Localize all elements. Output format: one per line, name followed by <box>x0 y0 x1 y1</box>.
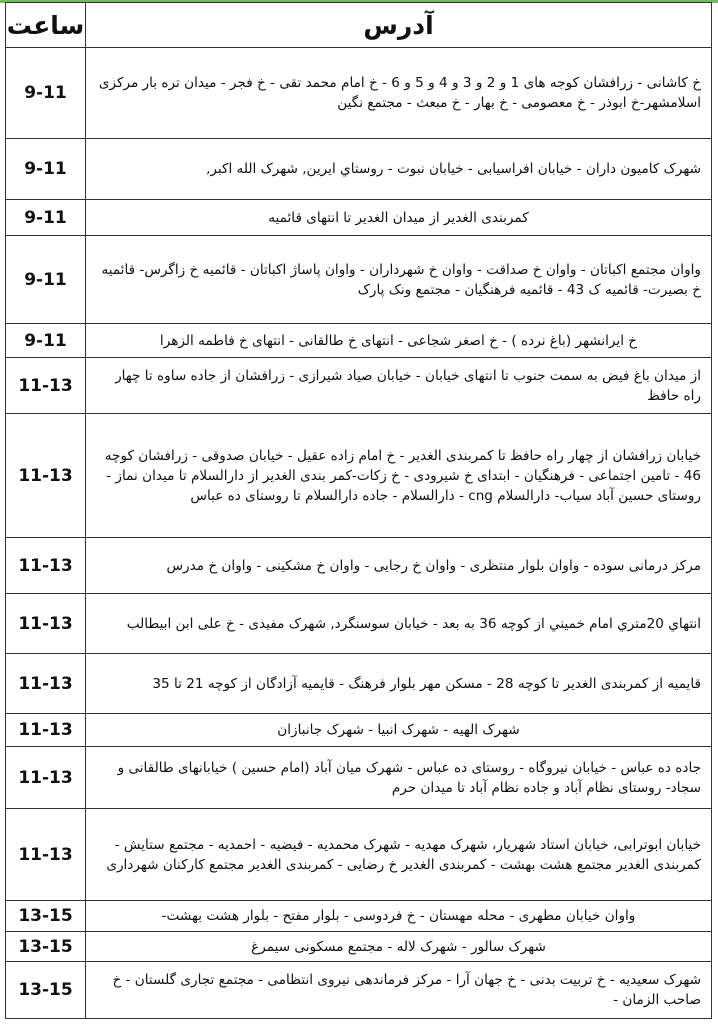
time-cell: 11-13 <box>6 358 86 414</box>
table-row <box>6 809 712 901</box>
address-cell: کمربندی الغدیر از میدان الغدیر تا انتهای قائمیه <box>86 200 712 236</box>
table-row <box>6 962 712 1019</box>
table-row <box>6 654 712 714</box>
address-cell: واوان خیابان مطهری - محله مهستان - خ فردوسی - بلوار مفتح - بلوار هشت بهشت- <box>86 901 712 932</box>
address-cell: خیابان زرافشان از چهار راه حافظ تا کمربندی الغدیر - خ امام زاده عقیل - خیابان صدوقی - زرافشان کوچه 46 - تامین اجتماعی - فرهنگیان - ابتدای خ شیرودی - خ زکات-کمر بندی الغدیر از دارالسلام تا میدان نماز - روستای حسین آباد سیاب- دارالسلام cng - دارالسلام - جاده دارالسلام تا روستای ده عباس <box>86 414 712 538</box>
address-cell: از میدان باغ فیض به سمت جنوب تا انتهای خیابان - خیابان صیاد شیرازی - زرافشان از جاده ساوه تا چهار راه حافظ <box>86 358 712 414</box>
time-cell: 11-13 <box>6 414 86 538</box>
table-row <box>6 200 712 236</box>
time-cell: 9-11 <box>6 200 86 236</box>
address-cell: جاده ده عباس - خیابان نیروگاه - روستای ده عباس - شهرک میان آباد (امام حسین ) خیابانهای طالقانی و سجاد- روستای نظام آباد و جاده نظام آباد تا میدان حرم <box>86 747 712 809</box>
table-row <box>6 932 712 962</box>
time-cell: 11-13 <box>6 654 86 714</box>
time-cell: 11-13 <box>6 714 86 747</box>
time-cell: 13-15 <box>6 962 86 1019</box>
table-row <box>6 324 712 358</box>
table-row <box>6 414 712 538</box>
schedule-table <box>5 2 712 1019</box>
address-cell: شهرک سالور - شهرک لاله - مجتمع مسکونی سیمرغ <box>86 932 712 962</box>
address-cell: انتهاي 20متري امام خميني از کوچه 36 به بعد - خیابان سوسنگرد, شهرک مفیدی - خ علی ابن ابیطالب <box>86 594 712 654</box>
time-cell: 13-15 <box>6 901 86 932</box>
table-row <box>6 594 712 654</box>
time-cell: 11-13 <box>6 747 86 809</box>
table-row <box>6 139 712 200</box>
time-column-header: ساعت <box>6 3 86 48</box>
table-row <box>6 714 712 747</box>
address-cell: واوان مجتمع اکباتان - واوان خ صداقت - واوان خ شهرداران - واوان پاساژ اکباتان - قائمیه خ زاگرس- قائمیه خ بصیرت- قائمیه ک 43 - قائمیه فرهنگیان - مجتمع ونک پارک <box>86 236 712 324</box>
time-cell: 11-13 <box>6 594 86 654</box>
address-cell: شهرک سعیدیه - خ تربیت بدنی - خ جهان آرا - مرکز فرماندهی نیروی انتظامی - مجتمع تجاری گلستان - خ صاحب الزمان - <box>86 962 712 1019</box>
time-cell: 9-11 <box>6 48 86 139</box>
table-row <box>6 358 712 414</box>
table-row <box>6 48 712 139</box>
time-cell: 11-13 <box>6 809 86 901</box>
table-row <box>6 901 712 932</box>
time-cell: 13-15 <box>6 932 86 962</box>
time-cell: 11-13 <box>6 538 86 594</box>
address-cell: خیابان ابوترابی، خیابان استاد شهریار، شهرک مهدیه - شهرک محمدیه - فیضیه - احمدیه - مجتمع ستایش - کمربندی الغدیر مجتمع هشت بهشت - کمربندی الغدیر خ رضایی - کمربندی الغدیر مجتمع کارکنان شهرداری <box>86 809 712 901</box>
address-cell: شهرک الهیه - شهرک انبیا - شهرک جانبازان <box>86 714 712 747</box>
table-row <box>6 538 712 594</box>
address-cell: مرکز درمانی سوده - واوان بلوار منتظری - واوان خ رجایی - واوان خ مشکینی - واوان خ مدرس <box>86 538 712 594</box>
address-cell: شهرک کامیون داران - خیابان افراسیابی - خیابان نبوت - روستاي ایرین, شهرک الله اکبر, <box>86 139 712 200</box>
address-cell: خ ایرانشهر (باغ نرده ) - خ اصغر شجاعی - انتهای خ طالقانی - انتهای خ فاطمه الزهرا <box>86 324 712 358</box>
time-cell: 9-11 <box>6 236 86 324</box>
address-cell: قایمیه از کمربندی الغدیر تا کوچه 28 - مسکن مهر بلوار فرهنگ - قایمیه آزادگان از کوچه 21 تا 35 <box>86 654 712 714</box>
table-row <box>6 236 712 324</box>
address-column-header: آدرس <box>86 3 712 48</box>
header-row <box>6 3 712 48</box>
table-row <box>6 747 712 809</box>
time-cell: 9-11 <box>6 324 86 358</box>
time-cell: 9-11 <box>6 139 86 200</box>
address-cell: خ کاشانی - زرافشان کوجه های 1 و 2 و 3 و 4 و 5 و 6 - خ امام محمد تقی - خ فجر - میدان تره بار مرکزی اسلامشهر-خ ابوذر - خ معصومی - خ بهار - خ مبعث - مجتمع نگین <box>86 48 712 139</box>
